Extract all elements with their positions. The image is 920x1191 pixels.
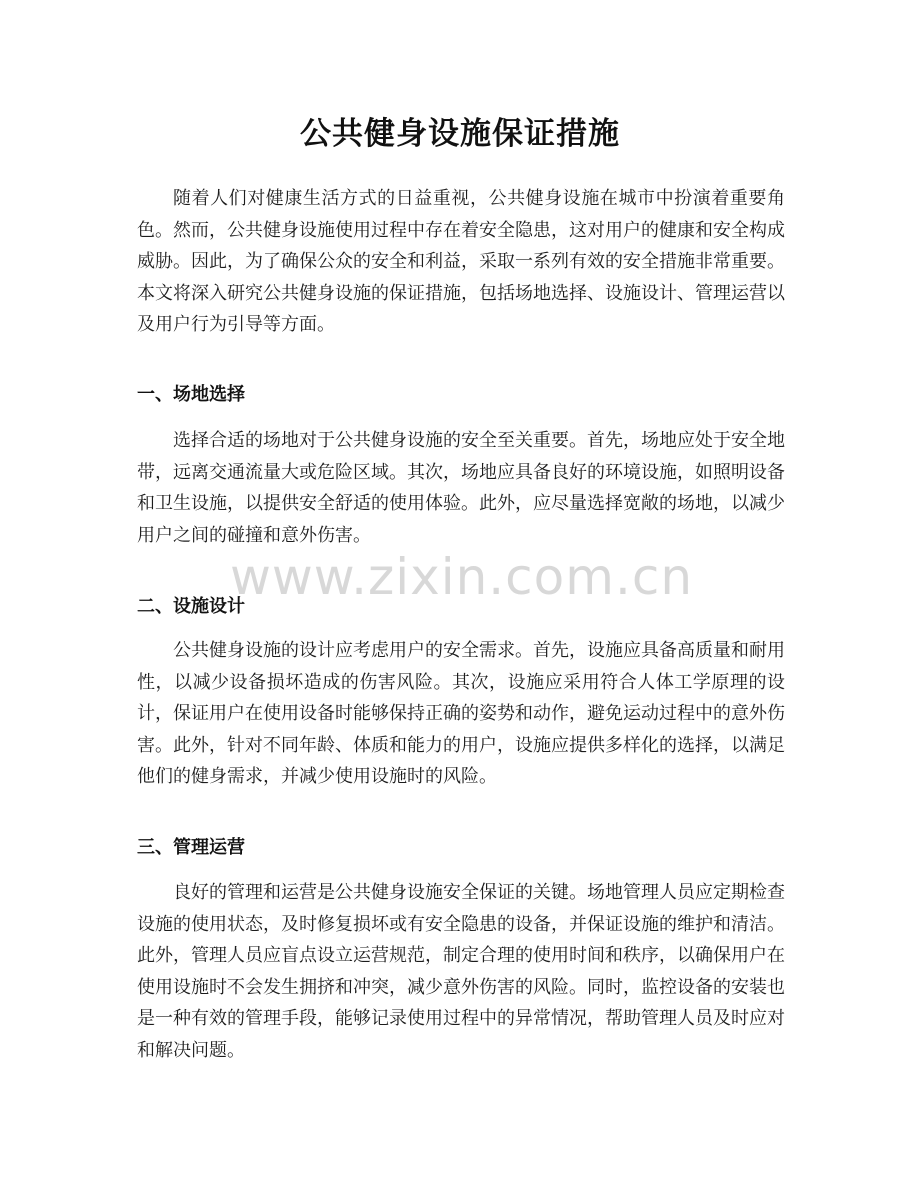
section-body-management: 良好的管理和运营是公共健身设施安全保证的关键。场地管理人员应定期检查设施的使用状态，及时修复损坏或有安全隐患的设备，并保证设施的维护和清洁。此外，管理人员应盲点设立运营规范，制定合理的使用时间和秩序，以确保用户在使用设施时不会发生拥挤和冲突，减少意外伤害的风险。同时，监控设备的安装也是一种有效的管理手段，能够记录使用过程中的异常情况，帮助管理人员及时应对和解决问题。 <box>137 882 785 1061</box>
section-heading-facility-design: 二、设施设计 <box>137 596 245 617</box>
intro-paragraph: 随着人们对健康生活方式的日益重视，公共健身设施在城市中扮演着重要角色。然而，公共健身设施使用过程中存在着安全隐患，这对用户的健康和安全构成威胁。因此，为了确保公众的安全和利益，采取一系列有效的安全措施非常重要。本文将深入研究公共健身设施的保证措施，包括场地选择、设施设计、管理运营以及用户行为引导等方面。 <box>137 188 785 335</box>
page-title: 公共健身设施保证措施 <box>300 116 620 152</box>
section-body-site-selection: 选择合适的场地对于公共健身设施的安全至关重要。首先，场地应处于安全地带，远离交通流量大或危险区域。其次，场地应具备良好的环境设施，如照明设备和卫生设施，以提供安全舒适的使用体验。此外，应尽量选择宽敞的场地，以减少用户之间的碰撞和意外伤害。 <box>137 430 785 546</box>
section-heading-site-selection: 一、场地选择 <box>137 384 245 405</box>
section-body-facility-design: 公共健身设施的设计应考虑用户的安全需求。首先，设施应具备高质量和耐用性，以减少设备损坏造成的伤害风险。其次，设施应采用符合人体工学原理的设计，保证用户在使用设备时能够保持正确的姿势和动作，避免运动过程中的意外伤害。此外，针对不同年龄、体质和能力的用户，设施应提供多样化的选择，以满足他们的健身需求，并减少使用设施时的风险。 <box>137 640 785 787</box>
section-heading-management: 三、管理运营 <box>137 837 245 858</box>
watermark-text: www.zixin.com.cn <box>230 548 694 606</box>
